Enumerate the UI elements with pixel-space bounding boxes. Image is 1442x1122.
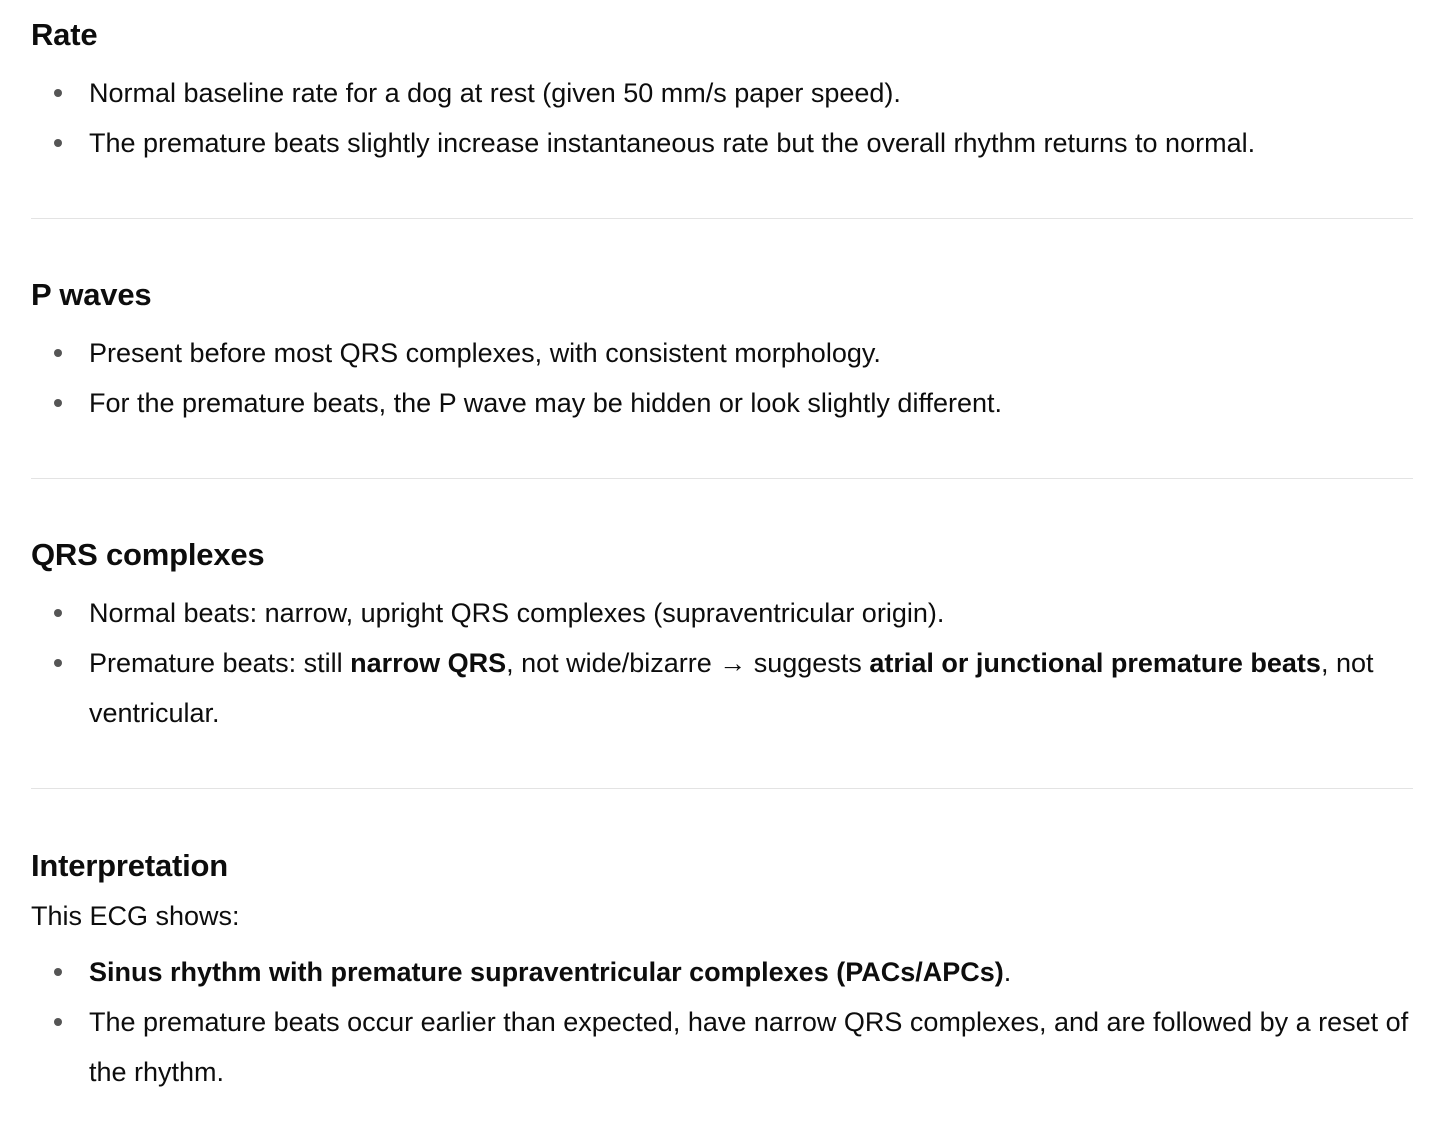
section-heading: QRS complexes	[31, 537, 265, 572]
list-item: For the premature beats, the P wave may be hidden or look slightly different.	[31, 378, 1413, 428]
section-qrs-complexes	[31, 535, 1413, 738]
section-interpretation	[31, 846, 1413, 1097]
list-item: Present before most QRS complexes, with consistent morphology.	[31, 328, 1413, 378]
section-p-waves	[31, 275, 1413, 428]
list-item: Premature beats: still narrow QRS, not wide/bizarre → suggests atrial or junctional premature beats, not ventricular.	[31, 638, 1413, 738]
emphasis-text: Sinus rhythm with premature supraventricular complexes (PACs/APCs)	[89, 957, 1004, 987]
section-divider	[31, 788, 1413, 789]
list-item: Sinus rhythm with premature supraventricular complexes (PACs/APCs).	[31, 947, 1413, 997]
bullet-list	[31, 68, 1413, 168]
list-item: Normal beats: narrow, upright QRS complexes (supraventricular origin).	[31, 588, 1413, 638]
bullet-list	[31, 947, 1413, 1097]
list-item: The premature beats occur earlier than expected, have narrow QRS complexes, and are followed by a reset of the rhythm.	[31, 997, 1413, 1097]
section-divider	[31, 218, 1413, 219]
emphasis-text: narrow QRS	[350, 648, 507, 678]
section-heading: Interpretation	[31, 848, 228, 883]
section-divider	[31, 478, 1413, 479]
section-rate	[31, 15, 1413, 168]
list-item: Normal baseline rate for a dog at rest (given 50 mm/s paper speed).	[31, 68, 1413, 118]
bullet-list	[31, 588, 1413, 738]
intro-text: This ECG shows:	[31, 901, 240, 931]
section-heading: Rate	[31, 17, 98, 52]
list-item: The premature beats slightly increase instantaneous rate but the overall rhythm returns to normal.	[31, 118, 1413, 168]
emphasis-text: atrial or junctional premature beats	[869, 648, 1321, 678]
bullet-list	[31, 328, 1413, 428]
section-heading: P waves	[31, 277, 152, 312]
